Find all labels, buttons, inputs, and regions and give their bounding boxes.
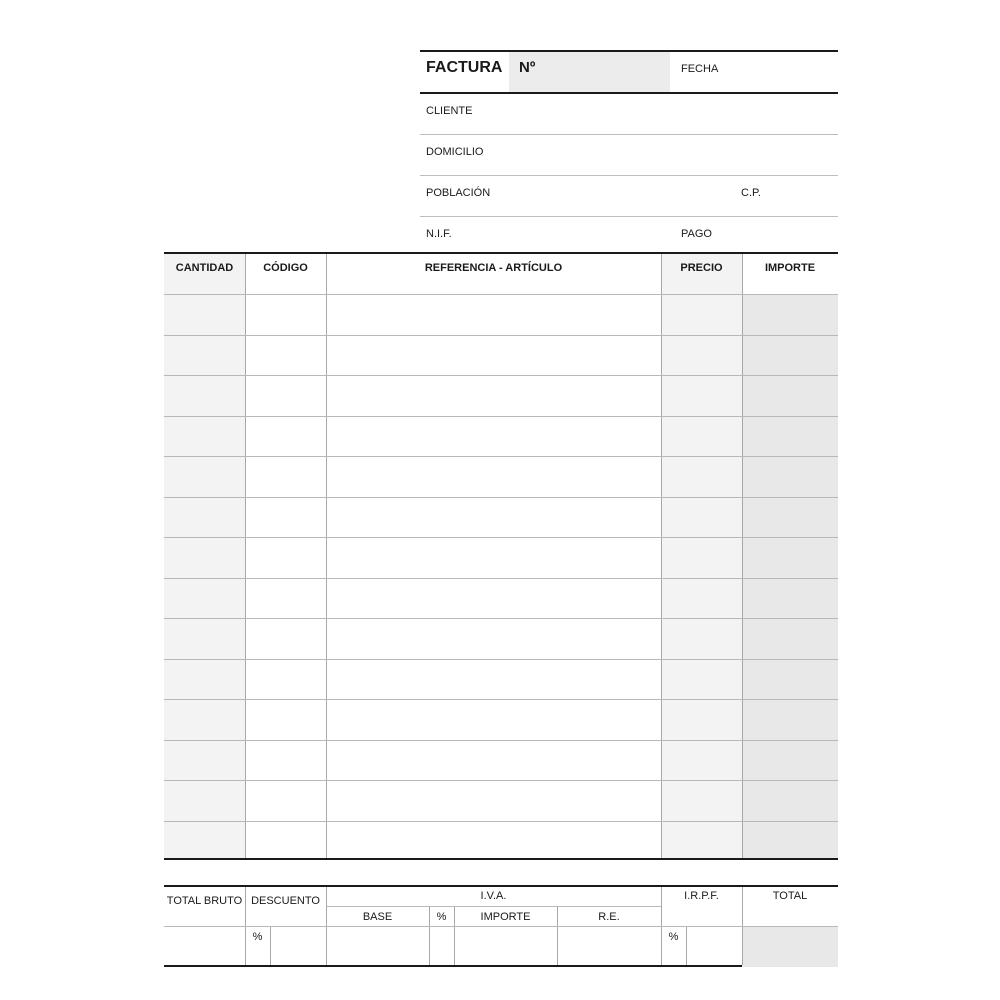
column-header-amount: IMPORTE xyxy=(764,262,816,274)
iva-percent-label: % xyxy=(436,911,447,923)
row-divider xyxy=(164,926,838,927)
table-row[interactable] xyxy=(164,457,838,497)
column-header-reference: REFERENCIA - ARTÍCULO xyxy=(424,262,563,274)
table-row[interactable] xyxy=(164,741,838,781)
invoice-header xyxy=(420,50,838,257)
table-row[interactable] xyxy=(164,295,838,335)
date-label: FECHA xyxy=(681,63,719,75)
town-field[interactable] xyxy=(420,176,838,217)
invoice-number-field[interactable] xyxy=(509,52,670,92)
table-row[interactable] xyxy=(164,417,838,457)
iva-label: I.V.A. xyxy=(480,890,507,902)
iva-amount-label: IMPORTE xyxy=(480,911,531,923)
table-row[interactable] xyxy=(164,619,838,659)
column-header-code: CÓDIGO xyxy=(263,262,308,274)
nif-label: N.I.F. xyxy=(426,228,452,240)
totals-table xyxy=(164,885,838,967)
payment-label: PAGO xyxy=(681,228,712,240)
column-divider xyxy=(270,927,271,965)
table-row[interactable] xyxy=(164,579,838,619)
invoice-number-label: Nº xyxy=(519,59,536,76)
client-field[interactable] xyxy=(420,94,838,135)
column-divider xyxy=(686,927,687,965)
table-row[interactable] xyxy=(164,336,838,376)
irpf-label: I.R.P.F. xyxy=(684,890,719,902)
table-row[interactable] xyxy=(164,781,838,821)
items-table xyxy=(164,252,838,860)
address-label: DOMICILIO xyxy=(426,146,484,158)
total-bruto-label: TOTAL BRUTO xyxy=(166,895,243,907)
invoice-title: FACTURA xyxy=(426,59,503,76)
table-row[interactable] xyxy=(164,700,838,740)
client-label: CLIENTE xyxy=(426,105,473,117)
address-field[interactable] xyxy=(420,135,838,176)
table-row[interactable] xyxy=(164,538,838,578)
column-header-quantity: CANTIDAD xyxy=(175,262,234,274)
table-row[interactable] xyxy=(164,822,838,862)
discount-percent-label: % xyxy=(252,931,263,943)
discount-label: DESCUENTO xyxy=(251,895,320,907)
column-header-price: PRECIO xyxy=(680,262,723,274)
town-label: POBLACIÓN xyxy=(426,187,491,199)
invoice-title-row xyxy=(420,50,838,94)
iva-base-label: BASE xyxy=(362,911,393,923)
table-row[interactable] xyxy=(164,376,838,416)
irpf-percent-label: % xyxy=(668,931,679,943)
iva-re-label: R.E. xyxy=(598,911,620,923)
total-label: TOTAL xyxy=(772,890,808,902)
postcode-label: C.P. xyxy=(741,187,761,199)
nif-field[interactable] xyxy=(420,217,838,257)
table-row[interactable] xyxy=(164,660,838,700)
total-value-shade xyxy=(742,927,838,967)
table-row[interactable] xyxy=(164,498,838,538)
row-divider xyxy=(326,906,661,907)
